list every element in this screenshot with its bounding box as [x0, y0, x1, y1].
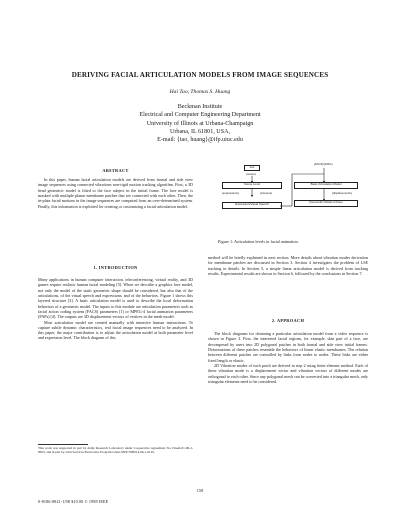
- introduction-paragraph: Most articulation model are created manually with intensive human interactions. To capture subtle dynamic characteristics, real facial image sequences need to be analyzed. In this paper, the major contribution is to adjust the articulation model at both parameter level and expression level. The block diagram of this: [38, 319, 193, 341]
- abstract-heading: ABSTRACT: [102, 168, 129, 173]
- displacements-label: {displacements}: [332, 191, 352, 195]
- introduction-paragraph: Many applications in human computer interaction, teleconferencing, virtual reality, and 3D games require realistic human facial modeling [5]. When we describe a graphics face model, not only the model of the static geometric shape should be considered, but also that of the articulations, of the visual speech and expressions, and of the behaviors. Figure 1 shows this layered structure [3]. A basic articulation model is used to describe the local deformation behaviors of a geometric model. The inputs to this module are articulation parameters such as facial action coding system (FACS) parameters [1] or MPEG-4 facial animation parameters (FAPs) [4]. The outputs are 3D displacement vectors of vertices in the mesh model.: [38, 277, 193, 320]
- footnote: [38, 446, 193, 454]
- approach-heading: 2. APPROACH: [271, 318, 305, 323]
- footnote-rule: [38, 444, 88, 445]
- intro-continuation: [208, 255, 368, 276]
- figure-1: [208, 158, 368, 236]
- affiliation-line: Beckman Institute: [177, 104, 223, 110]
- intro-continuation-paragraph: method will be briefly explained in next section. More details about vibration modes derivation for membrane patches are discussed in Section 3. Section 4 investigates the problem of LSE tracking in details. In Section 5, a simple linear articulation model is derived from tracking results. Experimental results are shown in Section 6, followed by the conclusions in Section 7.: [208, 255, 368, 276]
- figure-arrows: [208, 158, 368, 236]
- paper-title: DERIVING FACIAL ARTICULATION MODELS FROM IMAGE SEQUENCES: [71, 71, 329, 79]
- scene-level-box: Scene Level: [222, 182, 282, 189]
- footnote-text: This work was supported in part by Army Research Laboratory under Cooperative Agreement No. DAAL01-96-2-0003, and in part by Joint Services Electronics Program Grant ONR N00014-96-1-0129.: [38, 446, 193, 455]
- affiliation-block: [20, 103, 380, 144]
- affiliation-email: E-mail: {tao, huang}@ifp.uiuc.edu: [157, 137, 243, 144]
- facs-faps-label: {FACS}/{FAPs}: [314, 162, 333, 166]
- expressions-label: {expressions}: [222, 191, 239, 195]
- output-label: (output): [246, 172, 256, 176]
- approach-paragraph: 2D Vibration modes of each patch are derived in step 2 using finite element method. Each of these vibration mode is a displacement vector and vibration vectors of different modes are orthogonal to each other. Since any polygonal mesh can be converted into a triangular mesh, only triangular elements need to be considered.: [208, 362, 368, 384]
- page-number: 158: [196, 488, 204, 493]
- affiliation-line: University of Illinois at Urbana-Champaign: [146, 120, 254, 127]
- paper-authors: Hai Tao, Thomas S. Huang: [169, 89, 231, 95]
- basic-articulation-model-box: Basic Articulation Model: [294, 182, 358, 189]
- abstract-paragraph: In this paper, human facial articulation models are derived from frontal and side view image sequences using connected vibrations non-rigid motion tracking algorithm. First, a 3D head geometric model is fitted to the face subject in the initial frame. The face model is masked with multiple planar membrane patches that are connected with each other. Then, the in-plate facial motions in the image sequences are computed from an over-determined system. Finally, this information is exploited for creating or customizing a facial articulation model.: [38, 177, 193, 209]
- text-box: text: [244, 165, 260, 171]
- abstract-body: [38, 177, 193, 209]
- visemes-label: {visemes}: [260, 191, 273, 195]
- approach-body: [208, 331, 368, 384]
- introduction-body: [38, 277, 193, 341]
- affiliation-line: Urbana, IL 61801, USA,: [169, 128, 231, 135]
- approach-paragraph: The block diagrams for obtaining a particular articulation model from a video sequence is shown in Figure 2. First, the interested facial regions, for example, skin part of a face, are decomposed by users into 2D polygonal patches in both frontal and side view initial frames. Deformations of these patches resemble the behaviors of linear elastic membranes. The relation between different patches are controlled by links from nodes to nodes. These links are either fixed length or elastic.: [208, 331, 368, 363]
- copyright-line: 0-8186-8821-1/98 $10.00 © 1998 IEEE: [38, 499, 109, 504]
- figure-caption: Figure 1: Articulation levels in facial animation.: [218, 239, 299, 244]
- expression-visual-speech-box: Expression/Visual Speech: [222, 202, 282, 209]
- introduction-heading: 1. INTRODUCTION: [93, 265, 138, 270]
- affiliation-line: Electrical and Computer Engineering Department: [139, 112, 261, 119]
- geometric-model-box: {Geometric Model of Face: [294, 200, 358, 207]
